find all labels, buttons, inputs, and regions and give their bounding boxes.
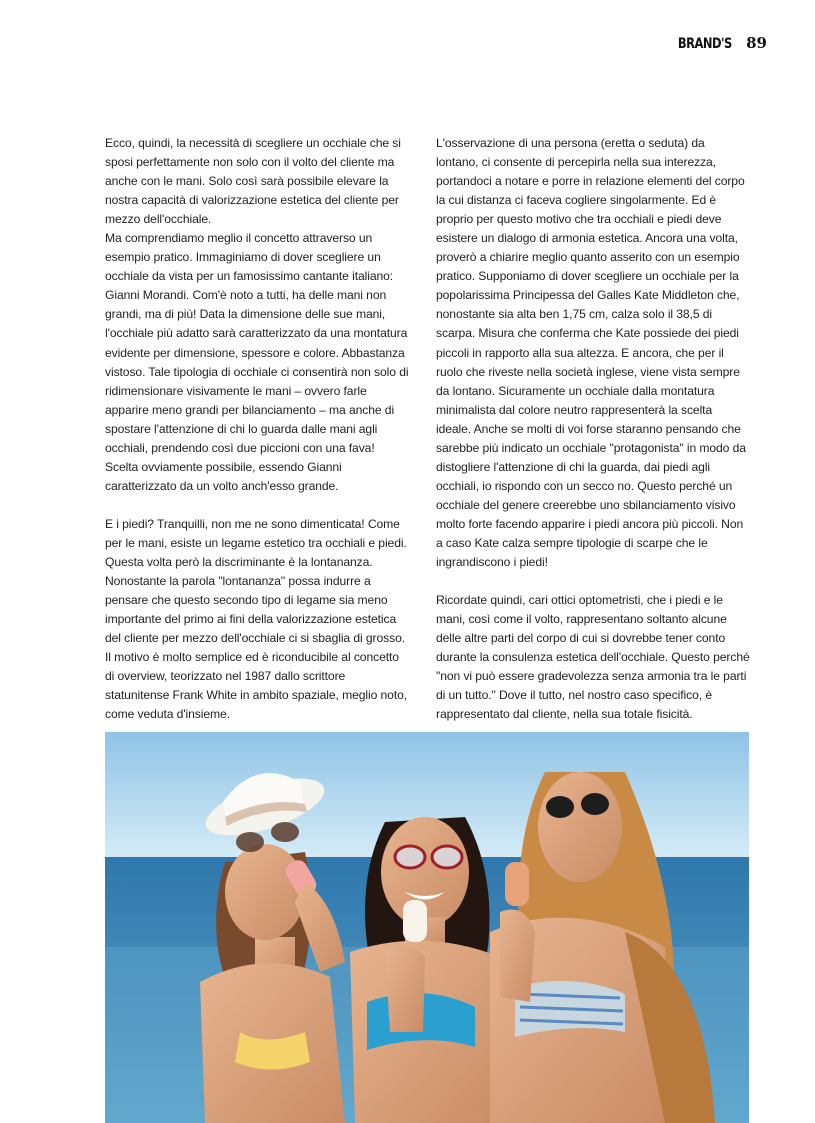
paragraph: E i piedi? Tranquilli, non me ne sono dimenticata! Come per le mani, esiste un legame estetico tra occhiali e piedi. Questa volta però la discriminante è la lontananza. Nonostante la parola "lontananza" possa indurre a pensare che questo secondo tipo di legame sia meno importante del primo ai fini della valorizzazione estetica del cliente per mezzo dell'occhiale ci si sbaglia di grosso. [105,516,407,646]
person-middle [350,817,505,1123]
left-text-column [105,134,410,724]
paragraph: Ricordate quindi, cari ottici optometristi, che i piedi e le mani, così come il volto, rappresentano soltanto alcune delle altre parti del corpo di cui si dovrebbe tener conto durante la consulenza estetica dell'occhiale. Questo perché "non vi può essere gradevolezza senza armonia tra le parti di un tutto." Dove il tutto, nel nostro caso specifico, è rappresentato dal cliente, nella sua totale fisicità. [436,593,750,722]
right-text-column [436,134,750,724]
beach-photo-illustration [105,732,749,1123]
paragraph: L'osservazione di una persona (eretta o seduta) da lontano, ci consente di percepirla nella sua interezza, portandoci a notare e porre in relazione elementi del corpo la cui distanza ci faceva cogliere singolarmente. Ed è proprio per questo motivo che tra occhiali e piedi deve esistere un dialogo di armonia estetica. Ancora una volta, proverò a chiarire meglio quanto asserito con un esempio pratico. Supponiamo di dover scegliere un occhiale per la popolarissima Principessa del Galles Kate Middleton che, nonostante sia alta ben 1,75 cm, calza solo il 38,5 di scarpa. Misura che conferma che Kate possiede dei piedi piccoli in rapporto alla sua altezza. E ancora, che per il ruolo che riveste nella società inglese, viene vista sempre da lontano. Sicuramente un occhiale dalla montatura minimalista dal colore neutro rappresenterà la scelta ideale. Anche se molti di voi forse staranno pensando che sarebbe più indicato un occhiale "protagonista" in modo da distogliere l'attenzione di chi la guarda, dai piedi agli occhiali, io rispondo con un secco no. Questo perché un occhiale del genere creerebbe uno sbilanciamento visivo molto forte facendo apparire i piedi ancora più piccoli. Non a caso Kate calza sempre tipologie di scarpe che le ingrandiscono i piedi! [436,136,746,570]
paragraph: Ma comprendiamo meglio il concetto attraverso un esempio pratico. Immaginiamo di dover scegliere un occhiale da vista per un famosissimo cantante italiano: Gianni Morandi. Com'è noto a tutti, ha delle mani non grandi, ma di più! Data la dimensione delle sue mani, l'occhiale più adatto sarà caratterizzato da una montatura evidente per dimensione, spessore e colore. Abbastanza vistoso. Tale tipologia di occhiale ci consentirà non solo di ridimensionare visivamente le mani – ovvero farle apparire meno grandi per bilanciamento – ma anche di spostare l'attenzione di chi lo guarda dalle mani agli occhiali, prendendo così due piccioni con una fava! Scelta ovviamente possibile, essendo Gianni caratterizzato da un volto anch'esso grande. [105,231,409,493]
running-header [666,34,767,52]
paragraph: Il motivo è molto semplice ed è riconducibile al concetto di overview, teorizzato nel 1987 dallo scrittore statunitense Frank White in ambito spaziale, meglio noto, come veduta d'insieme. [105,650,408,722]
section-name: BRAND'S [678,36,733,52]
paragraph: Ecco, quindi, la necessità di scegliere un occhiale che si sposi perfettamente non solo con il volto del cliente ma anche con le mani. Solo così sarà possibile elevare la nostra capacità di valorizzazione estetica del cliente per mezzo dell'occhiale. [105,136,401,227]
page-number: 89 [746,34,767,52]
beach-photo [105,732,749,1123]
